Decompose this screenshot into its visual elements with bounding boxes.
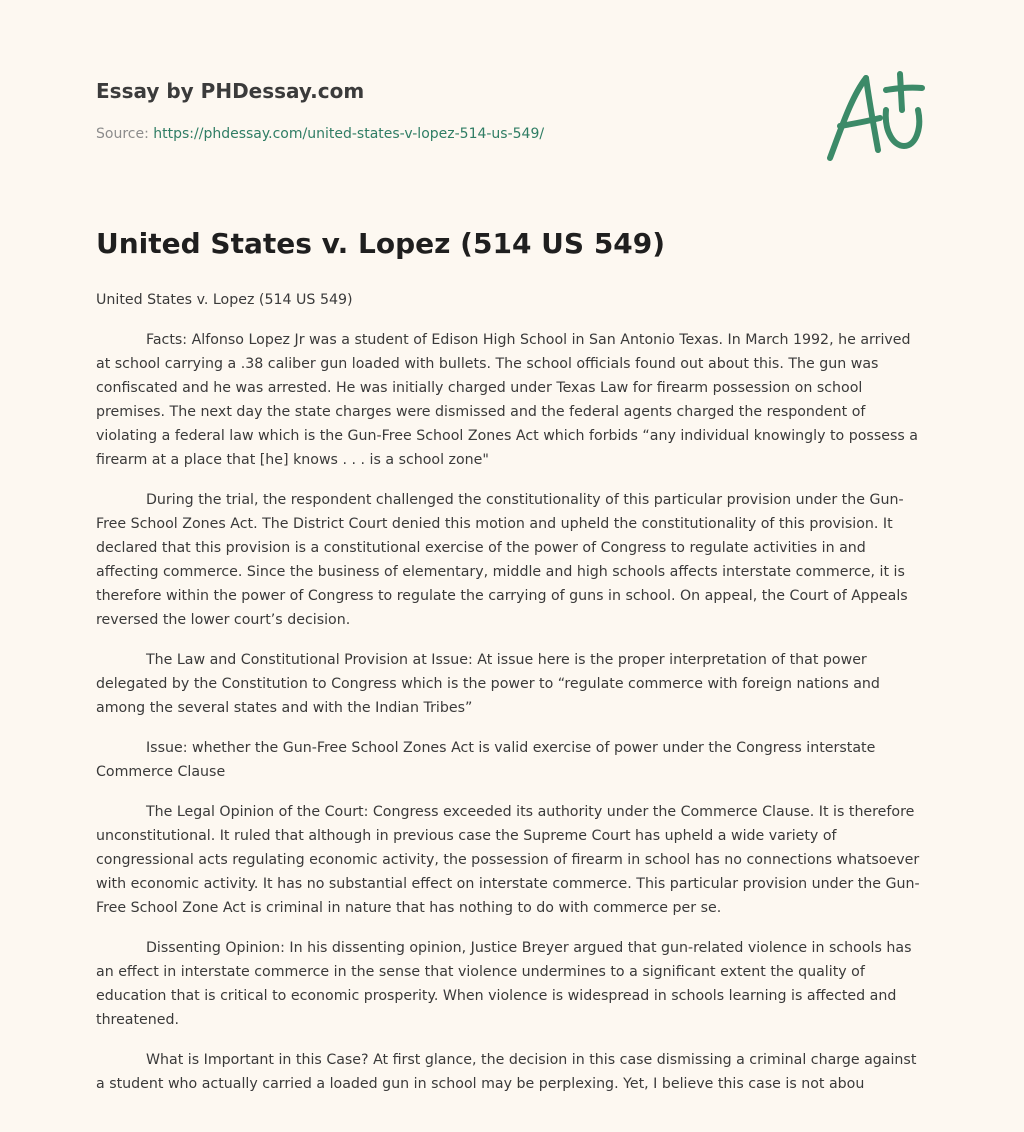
article-title: United States v. Lopez (514 US 549) [96,227,666,260]
article-paragraph: What is Important in this Case? At first glance, the decision in this case dismissing a criminal charge against a student who actually carried a loaded gun in school may be perplexing. Yet, I believe this case is not abou [96,1052,917,1092]
source-label: Source: [96,126,154,142]
page-header [96,78,796,143]
article-paragraph: The Legal Opinion of the Court: Congress exceeded its authority under the Commerce Clause. It is therefore unconstitutional. It ruled that although in previous case the Supreme Court has upheld a wide variety of congressional acts regulating economic activity, the possession of firearm in school has no connections whatsoever with economic activity. It has no substantial effect on interstate commerce. This particular provision under the Gun-Free School Zone Act is criminal in nature that has nothing to do with commerce per se. [96,804,920,916]
source-link[interactable]: https://phdessay.com/united-states-v-lopez-514-us-549/ [153,126,545,142]
a-plus-logo-icon [820,66,930,166]
article-body [96,288,928,1118]
article-paragraph: During the trial, the respondent challenged the constitutionality of this particular provision under the Gun-Free School Zones Act. The District Court denied this motion and upheld the constitutionality of this provision. It declared that this provision is a constitutional exercise of the power of Congress to regulate activities in and affecting commerce. Since the business of elementary, middle and high schools affects interstate commerce, it is therefore within the power of Congress to regulate the carrying of guns in school. On appeal, the Court of Appeals reversed the lower court’s decision. [96,492,908,628]
article-paragraph: Facts: Alfonso Lopez Jr was a student of Edison High School in San Antonio Texas. In March 1992, he arrived at school carrying a .38 caliber gun loaded with bullets. The school officials found out about this. The gun was confiscated and he was arrested. He was initially charged under Texas Law for firearm possession on school premises. The next day the state charges were dismissed and the federal agents charged the respondent of violating a federal law which is the Gun-Free School Zones Act which forbids “any individual knowingly to possess a firearm at a place that [he] knows . . . is a school zone" [96,332,918,468]
article-paragraph: Issue: whether the Gun-Free School Zones Act is valid exercise of power under the Congress interstate Commerce Clause [96,740,876,780]
article-paragraph: Dissenting Opinion: In his dissenting opinion, Justice Breyer argued that gun-related violence in schools has an effect in interstate commerce in the sense that violence undermines to a significant extent the quality of education that is critical to economic prosperity. When violence is widespread in schools learning is affected and threatened. [96,940,912,1028]
article-paragraph: United States v. Lopez (514 US 549) [96,292,353,308]
article-paragraph: The Law and Constitutional Provision at Issue: At issue here is the proper interpretation of that power delegated by the Constitution to Congress which is the power to “regulate commerce with foreign nations and among the several states and with the Indian Tribes” [96,652,880,716]
source-line [96,125,796,143]
site-title: Essay by PHDessay.com [96,79,365,103]
